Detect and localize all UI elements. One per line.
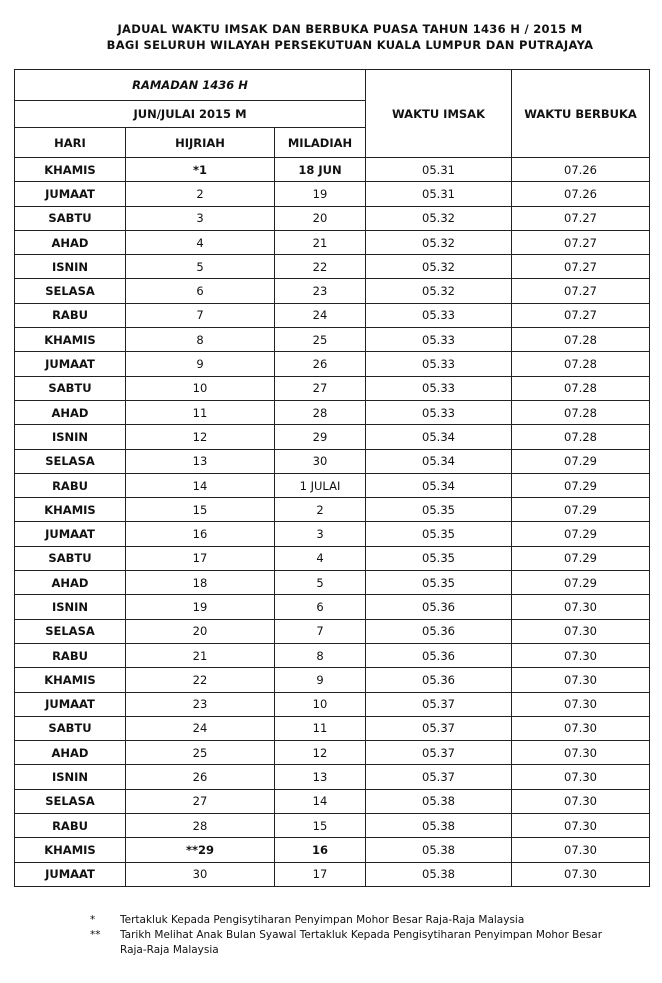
miladiah-cell: 24: [275, 303, 366, 327]
berbuka-cell: 07.30: [512, 692, 650, 716]
berbuka-cell: 07.30: [512, 741, 650, 765]
hijriah-cell: 7: [126, 303, 275, 327]
miladiah-cell: 6: [275, 595, 366, 619]
day-cell: SELASA: [15, 449, 126, 473]
imsak-cell: 05.38: [366, 789, 512, 813]
berbuka-cell: 07.30: [512, 668, 650, 692]
hijriah-cell: 17: [126, 546, 275, 570]
imsak-cell: 05.32: [366, 279, 512, 303]
berbuka-cell: 07.27: [512, 279, 650, 303]
imsak-cell: 05.33: [366, 376, 512, 400]
imsak-cell: 05.35: [366, 571, 512, 595]
berbuka-cell: 07.30: [512, 814, 650, 838]
hijriah-cell: 9: [126, 352, 275, 376]
footnote-mark: **: [90, 929, 101, 941]
miladiah-cell: 11: [275, 716, 366, 740]
berbuka-cell: 07.29: [512, 498, 650, 522]
berbuka-cell: 07.29: [512, 449, 650, 473]
miladiah-cell: 3: [275, 522, 366, 546]
berbuka-cell: 07.26: [512, 182, 650, 206]
hijriah-cell: 22: [126, 668, 275, 692]
table-row: [15, 303, 650, 327]
imsak-cell: 05.33: [366, 303, 512, 327]
hijriah-cell: 27: [126, 789, 275, 813]
miladiah-cell: 8: [275, 643, 366, 667]
day-cell: SELASA: [15, 279, 126, 303]
miladiah-cell: 5: [275, 571, 366, 595]
hijriah-cell: 6: [126, 279, 275, 303]
miladiah-cell: 25: [275, 328, 366, 352]
table-row: [15, 814, 650, 838]
imsak-cell: 05.37: [366, 741, 512, 765]
footnote-2: [90, 928, 630, 958]
hijriah-header: HIJRIAH: [126, 128, 275, 158]
berbuka-cell: 07.29: [512, 571, 650, 595]
day-cell: JUMAAT: [15, 352, 126, 376]
berbuka-cell: 07.28: [512, 328, 650, 352]
hijriah-cell: 26: [126, 765, 275, 789]
miladiah-cell: 28: [275, 400, 366, 424]
miladiah-header: MILADIAH: [275, 128, 366, 158]
imsak-cell: 05.34: [366, 425, 512, 449]
day-cell: RABU: [15, 643, 126, 667]
table-row: [15, 862, 650, 886]
hijriah-cell: 15: [126, 498, 275, 522]
imsak-cell: 05.37: [366, 765, 512, 789]
footnote-text: Tarikh Melihat Anak Bulan Syawal Tertakluk Kepada Pengisytiharan Penyimpan Mohor Besar Raja-Raja Malaysia: [120, 929, 603, 956]
berbuka-cell: 07.30: [512, 716, 650, 740]
table-row: [15, 571, 650, 595]
miladiah-cell: 4: [275, 546, 366, 570]
imsak-cell: 05.36: [366, 643, 512, 667]
day-cell: ISNIN: [15, 255, 126, 279]
imsak-cell: 05.37: [366, 716, 512, 740]
imsak-cell: 05.33: [366, 400, 512, 424]
day-cell: SABTU: [15, 716, 126, 740]
berbuka-cell: 07.30: [512, 595, 650, 619]
miladiah-cell: 13: [275, 765, 366, 789]
imsak-cell: 05.38: [366, 862, 512, 886]
document-title: JADUAL WAKTU IMSAK DAN BERBUKA PUASA TAHUN 1436 H / 2015 M: [117, 22, 583, 36]
day-cell: KHAMIS: [15, 668, 126, 692]
day-cell: AHAD: [15, 400, 126, 424]
hijriah-cell: 13: [126, 449, 275, 473]
miladiah-cell: 9: [275, 668, 366, 692]
miladiah-cell: 16: [275, 838, 366, 862]
imsak-cell: 05.38: [366, 814, 512, 838]
day-cell: SABTU: [15, 376, 126, 400]
imsak-cell: 05.35: [366, 546, 512, 570]
table-row: [15, 352, 650, 376]
miladiah-cell: 12: [275, 741, 366, 765]
day-cell: ISNIN: [15, 425, 126, 449]
berbuka-cell: 07.29: [512, 473, 650, 497]
berbuka-cell: 07.29: [512, 546, 650, 570]
berbuka-cell: 07.26: [512, 158, 650, 182]
imsak-cell: 05.32: [366, 255, 512, 279]
hijriah-cell: 25: [126, 741, 275, 765]
berbuka-cell: 07.27: [512, 255, 650, 279]
berbuka-cell: 07.27: [512, 230, 650, 254]
table-row: [15, 692, 650, 716]
table-row: [15, 595, 650, 619]
imsak-cell: 05.32: [366, 230, 512, 254]
hijriah-cell: 3: [126, 206, 275, 230]
table-row: [15, 449, 650, 473]
imsak-cell: 05.35: [366, 522, 512, 546]
schedule-table: [14, 69, 650, 887]
month-header: JUN/JULAI 2015 M: [15, 101, 366, 128]
day-cell: SABTU: [15, 546, 126, 570]
footnote-1: [90, 913, 630, 928]
berbuka-header: WAKTU BERBUKA: [512, 70, 650, 158]
hijriah-cell: 11: [126, 400, 275, 424]
imsak-cell: 05.33: [366, 352, 512, 376]
day-cell: KHAMIS: [15, 158, 126, 182]
imsak-cell: 05.37: [366, 692, 512, 716]
hijriah-cell: 4: [126, 230, 275, 254]
miladiah-cell: 22: [275, 255, 366, 279]
day-cell: KHAMIS: [15, 838, 126, 862]
imsak-cell: 05.36: [366, 668, 512, 692]
table-row: [15, 425, 650, 449]
table-row: [15, 230, 650, 254]
imsak-cell: 05.33: [366, 328, 512, 352]
hijriah-cell: 30: [126, 862, 275, 886]
imsak-cell: 05.34: [366, 473, 512, 497]
berbuka-cell: 07.30: [512, 789, 650, 813]
table-row: [15, 498, 650, 522]
miladiah-cell: 1 JULAI: [275, 473, 366, 497]
table-row: [15, 279, 650, 303]
miladiah-cell: 2: [275, 498, 366, 522]
table-row: [15, 789, 650, 813]
table-row: [15, 668, 650, 692]
hijriah-cell: 20: [126, 619, 275, 643]
day-cell: SELASA: [15, 619, 126, 643]
miladiah-cell: 14: [275, 789, 366, 813]
day-cell: JUMAAT: [15, 182, 126, 206]
berbuka-cell: 07.30: [512, 619, 650, 643]
table-row: [15, 643, 650, 667]
table-row: [15, 255, 650, 279]
miladiah-cell: 21: [275, 230, 366, 254]
table-row: [15, 716, 650, 740]
hijriah-cell: 16: [126, 522, 275, 546]
day-cell: RABU: [15, 814, 126, 838]
hijriah-cell: **29: [126, 838, 275, 862]
hijriah-cell: 12: [126, 425, 275, 449]
imsak-cell: 05.38: [366, 838, 512, 862]
hijriah-cell: 10: [126, 376, 275, 400]
table-row: [15, 400, 650, 424]
table-row: [15, 741, 650, 765]
footnote-mark: *: [90, 914, 96, 926]
day-cell: ISNIN: [15, 765, 126, 789]
miladiah-cell: 18 JUN: [275, 158, 366, 182]
berbuka-cell: 07.28: [512, 400, 650, 424]
day-cell: JUMAAT: [15, 522, 126, 546]
miladiah-cell: 15: [275, 814, 366, 838]
hijriah-cell: 28: [126, 814, 275, 838]
berbuka-cell: 07.28: [512, 352, 650, 376]
berbuka-cell: 07.29: [512, 522, 650, 546]
hijriah-cell: 21: [126, 643, 275, 667]
table-row: [15, 206, 650, 230]
table-row: [15, 522, 650, 546]
berbuka-cell: 07.27: [512, 303, 650, 327]
table-row: [15, 619, 650, 643]
berbuka-cell: 07.30: [512, 765, 650, 789]
day-cell: RABU: [15, 473, 126, 497]
miladiah-cell: 7: [275, 619, 366, 643]
day-cell: AHAD: [15, 741, 126, 765]
footnotes: [90, 913, 630, 958]
miladiah-cell: 17: [275, 862, 366, 886]
miladiah-cell: 30: [275, 449, 366, 473]
berbuka-cell: 07.27: [512, 206, 650, 230]
berbuka-cell: 07.30: [512, 838, 650, 862]
footnote-text: Tertakluk Kepada Pengisytiharan Penyimpan Mohor Besar Raja-Raja Malaysia: [120, 914, 525, 926]
table-row: [15, 838, 650, 862]
miladiah-cell: 26: [275, 352, 366, 376]
miladiah-cell: 23: [275, 279, 366, 303]
hijriah-cell: 24: [126, 716, 275, 740]
table-row: [15, 765, 650, 789]
hijriah-cell: 2: [126, 182, 275, 206]
imsak-cell: 05.31: [366, 158, 512, 182]
day-cell: SABTU: [15, 206, 126, 230]
day-cell: JUMAAT: [15, 692, 126, 716]
berbuka-cell: 07.28: [512, 376, 650, 400]
day-cell: KHAMIS: [15, 498, 126, 522]
hijriah-cell: *1: [126, 158, 275, 182]
berbuka-cell: 07.30: [512, 862, 650, 886]
imsak-cell: 05.32: [366, 206, 512, 230]
ramadan-header: RAMADAN 1436 H: [15, 70, 366, 101]
berbuka-cell: 07.30: [512, 643, 650, 667]
table-row: [15, 376, 650, 400]
day-cell: ISNIN: [15, 595, 126, 619]
miladiah-cell: 19: [275, 182, 366, 206]
hijriah-cell: 14: [126, 473, 275, 497]
table-row: [15, 473, 650, 497]
hijriah-cell: 23: [126, 692, 275, 716]
imsak-cell: 05.31: [366, 182, 512, 206]
day-cell: SELASA: [15, 789, 126, 813]
table-row: [15, 182, 650, 206]
hari-header: HARI: [15, 128, 126, 158]
document-subtitle: BAGI SELURUH WILAYAH PERSEKUTUAN KUALA LUMPUR DAN PUTRAJAYA: [106, 38, 594, 52]
hijriah-cell: 18: [126, 571, 275, 595]
day-cell: RABU: [15, 303, 126, 327]
berbuka-cell: 07.28: [512, 425, 650, 449]
day-cell: JUMAAT: [15, 862, 126, 886]
day-cell: KHAMIS: [15, 328, 126, 352]
imsak-cell: 05.34: [366, 449, 512, 473]
miladiah-cell: 29: [275, 425, 366, 449]
imsak-cell: 05.35: [366, 498, 512, 522]
miladiah-cell: 20: [275, 206, 366, 230]
imsak-cell: 05.36: [366, 595, 512, 619]
day-cell: AHAD: [15, 571, 126, 595]
day-cell: AHAD: [15, 230, 126, 254]
table-row: [15, 328, 650, 352]
miladiah-cell: 27: [275, 376, 366, 400]
imsak-cell: 05.36: [366, 619, 512, 643]
table-row: [15, 158, 650, 182]
hijriah-cell: 8: [126, 328, 275, 352]
miladiah-cell: 10: [275, 692, 366, 716]
imsak-header: WAKTU IMSAK: [366, 70, 512, 158]
table-row: [15, 546, 650, 570]
hijriah-cell: 5: [126, 255, 275, 279]
hijriah-cell: 19: [126, 595, 275, 619]
